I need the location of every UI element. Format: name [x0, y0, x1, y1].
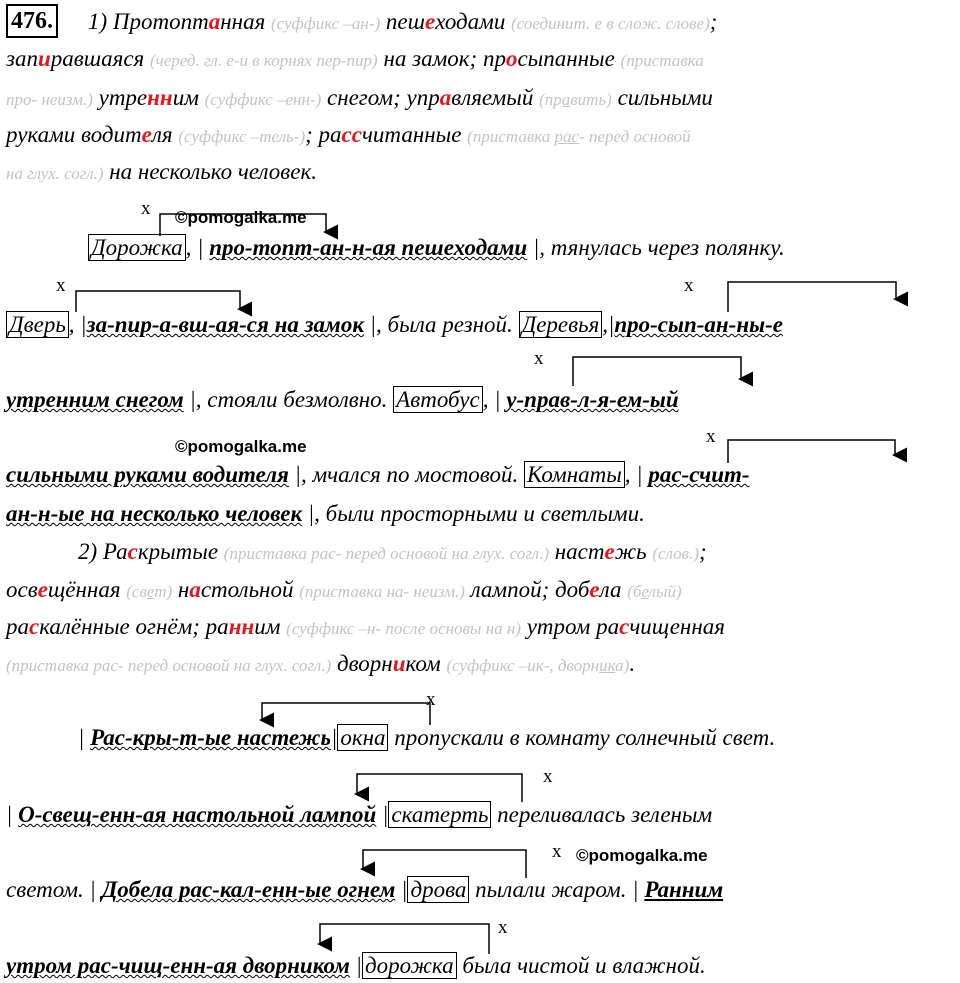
x-mark: x	[552, 841, 562, 862]
scheme2-4: утром рас-чищ-енн-ая дворником | дорожка была чистой и влажной.	[6, 953, 706, 978]
defined-word: Дорожка	[88, 234, 186, 261]
participial-phrase: за-пир-а-вш-ая-ся на замок	[86, 312, 364, 337]
defined-word: дрова	[407, 876, 469, 903]
x-mark: x	[534, 348, 544, 369]
participial-phrase: про-сып-ан-ны-е	[614, 312, 783, 337]
arrow-9	[320, 924, 489, 954]
text-line-5: на глух. согл.) на несколько человек.	[6, 159, 318, 184]
participial-phrase: утром рас-чищ-енн-ая дворником	[6, 953, 350, 978]
watermark-2: ©pomogalka.me	[175, 437, 307, 456]
x-mark: x	[543, 766, 553, 787]
participial-phrase: Ранним	[644, 877, 724, 902]
text-line-4: руками водителя (суффикс –тель-); рассчитанные (приставка рас- перед основой	[6, 122, 691, 147]
arrow-2	[76, 291, 240, 312]
scheme2-1: | Рас-кры-т-ые настежь| окна пропускали в комнату солнечный свет.	[78, 725, 776, 750]
scheme-4: сильными руками водителя |, мчался по мостовой. Комнаты , | рас-счит-	[6, 462, 750, 487]
arrow-3	[728, 282, 896, 312]
participial-phrase: О-свещ-енн-ая настольной лампой	[18, 802, 377, 827]
defined-word: Комнаты	[524, 461, 625, 488]
defined-word: Деревья	[519, 311, 603, 338]
scheme2-3: светом. | Добела рас-кал-енн-ые огнем | дрова пылали жаром. | Ранним	[6, 877, 724, 902]
participial-phrase: про-топт-ан-н-ая пешеходами	[209, 235, 528, 260]
participial-phrase: сильными руками водителя	[6, 462, 289, 487]
text-line-3: про- неизм.) утренним (суффикс –енн-) снегом; управляемый (править) сильными	[6, 85, 713, 110]
participial-phrase: ан-н-ые на несколько человек	[6, 501, 303, 526]
scheme-1: Дорожка , | про-топт-ан-н-ая пешеходами |, тянулась через полянку.	[88, 236, 785, 259]
defined-word: Дверь	[6, 311, 69, 338]
x-mark: x	[498, 917, 508, 938]
participial-phrase: у-прав-л-я-ем-ый	[506, 387, 679, 412]
participial-phrase: Добела рас-кал-енн-ые огнем	[101, 877, 396, 902]
x-mark: x	[56, 275, 66, 296]
arrow-1	[160, 214, 326, 236]
x-mark: x	[426, 689, 436, 710]
text2-line-1: 2) Раскрытые (приставка рас- перед основой на глух. согл.) настежь (слов.);	[78, 539, 707, 564]
arrow-8	[363, 850, 526, 878]
scheme-2: Дверь , |за-пир-а-вш-ая-ся на замок |, была резной. Деревья ,|про-сып-ан-ны-е	[6, 313, 783, 336]
defined-word: скатерть	[388, 801, 491, 828]
watermark-1: ©pomogalka.me	[175, 208, 307, 227]
scheme2-2: | О-свещ-енн-ая настольной лампой | скатерть переливалась зеленым	[6, 802, 713, 827]
text2-line-2: освещённая (свет) настольной (приставка на- неизм.) лампой; добела (белый)	[6, 577, 682, 602]
text2-line-3: раскалённые огнём; ранним (суффикс –н- после основы на н) утром расчищенная	[6, 614, 725, 639]
scheme-5: ан-н-ые на несколько человек |, были просторными и светлыми.	[6, 501, 645, 526]
participial-phrase: Рас-кры-т-ые настежь	[90, 725, 331, 750]
x-mark: x	[141, 198, 151, 219]
defined-word: окна	[337, 724, 388, 751]
scheme-3: утренним снегом |, стояли безмолвно. Автобус , | у-прав-л-я-ем-ый	[6, 387, 679, 412]
text2-line-4: (приставка рас- перед основой на глух. согл.) дворником (суффикс –ик-, дворника).	[6, 651, 636, 676]
arrow-7	[357, 774, 522, 802]
arrow-4	[573, 357, 741, 386]
arrow-5	[728, 440, 895, 463]
text-line-2: запиравшаяся (черед. гл. е-и в корнях пер-пир) на замок; просыпанные (приставка	[6, 46, 704, 71]
defined-word: дорожка	[362, 952, 457, 979]
exercise-number: 476.	[6, 4, 58, 38]
x-mark: x	[684, 275, 694, 296]
arrow-6	[262, 703, 430, 725]
watermark-3: ©pomogalka.me	[576, 846, 708, 865]
participial-phrase: рас-счит-	[648, 462, 750, 487]
text-line-1: 1) Протоптанная (суффикс –ан-) пешеходами (соединит. е в слож. слове);	[88, 9, 718, 34]
x-mark: x	[706, 426, 716, 447]
defined-word: Автобус	[393, 386, 483, 413]
participial-phrase: утренним снегом	[6, 387, 184, 412]
